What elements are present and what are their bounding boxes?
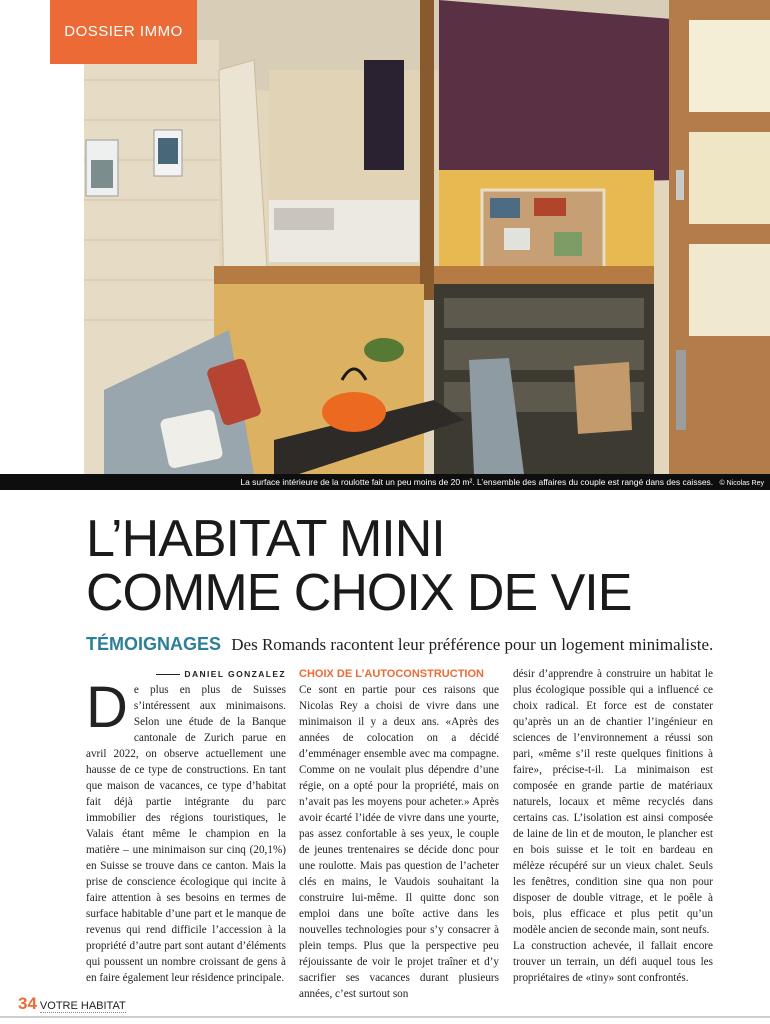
interior-photo: [84, 0, 770, 474]
section-tag: DOSSIER IMMO: [50, 0, 197, 64]
column-3: [513, 666, 713, 986]
standfirst: [86, 633, 746, 656]
section-title: CHOIX DE L’AUTOCONSTRUCTION: [299, 668, 484, 680]
standfirst-text: Des Romands racontent leur préférence pour un logement minimaliste.: [231, 635, 714, 654]
paragraph-body-2: Ce sont en partie pour ces raisons que Nicolas Rey a choisi de vivre dans une minimaison il y a deux ans. «Après des années de colocation on a décidé d’emménager ensemble avec ma compagne. Comme on ne voulait plus dépendre d’une régie, on a opté pour la propriété, mais on n’avait pas les moyens pour acheter.» Après avoir écarté l’idée de vivre dans une yourte, pas assez confortable à ses yeux, le couple de jeunes trentenaires se décide donc pour une roulotte. Mais pas question de l’acheter clés en mains, le Vaudois souhaitant la construire lui-même. Il quitte donc son emploi dans une boîte active dans les nouvelles technologies pour s’y consacrer à plein temps. Plus que la perspective peu réjouissante de voir le projet traîner et d’y sacrifier ses vacances durant plusieurs années, c’est surtout son: [299, 684, 499, 1000]
caption-text: La surface intérieure de la roulotte fait un peu moins de 20 m². L’ensemble des affaires du couple est rangé dans des caisses.: [240, 477, 714, 487]
tiny-house-interior-illustration: [84, 0, 770, 474]
paragraph-intro: [86, 675, 286, 986]
publication-name: VOTRE HABITAT: [39, 1000, 126, 1012]
byline-author: DANIEL GONZALEZ: [184, 669, 286, 679]
headline-line-2: COMME CHOIX DE VIE: [86, 564, 632, 622]
page-footer: [18, 994, 126, 1014]
photo-credit: © Nicolas Rey: [719, 480, 764, 487]
column-1: [86, 666, 286, 986]
paragraph-body-3b: La construction achevée, il fallait encore trouver un terrain, un défi auquel tous les propriétaires de «tiny» sont confrontés.: [513, 940, 713, 984]
paragraph-body-3a: désir d’apprendre à construire un habitat le plus écologique possible qui a influencé ce choix radical. Et force est de constater qu’après un an de chantier l’ingénieur en sciences de l’environnement a réussi son pari, «même s’il reste quelques finitions à faire», précise-t-il. La minimaison est composée en grande partie de matériaux naturels, locaux et même recyclés dans certains cas. L’isolation est ainsi composée de laine de lin et de mouton, le plancher est en bois suisse et le toit en bardeau en mélèze récupéré sur un vieux chalet. Seuls les fenêtres, condition sine qua non pour disposer de double vitrage, et le poêle à bois, plus efficace et plus petit qu’un modèle ancien de seconde main, sont neufs.: [513, 668, 713, 936]
headline-line-1: L’HABITAT MINI: [86, 510, 445, 568]
page-number: 34: [18, 994, 37, 1013]
byline-rule: [156, 674, 180, 675]
dropcap: D: [86, 675, 128, 740]
photo-caption: [0, 474, 770, 490]
article-headline: [86, 512, 746, 620]
kicker: TÉMOIGNAGES: [86, 634, 222, 654]
column-2: [299, 666, 499, 1002]
intro-text: e plus en plus de Suisses s’intéressent aux minimaisons. Selon une étude de la Banque cantonale de Zurich parue en avril 2022, on observe actuellement une hausse de ce type de constructions. En tant que maison de vacances, ce type d’habitat fait déjà partie intégrante du parc immobilier des régions touristiques, le Valais étant même le champion en la matière – une minimaison sur cinq (20,1%) en Suisse se trouve dans ce canton. Mais la prise de conscience écologique qui incite à faire attention à ses besoins en termes de surface habitable d’une part et le manque de revenus qui rend difficile l’accession à la propriété d’autre part sont autant d’éléments qui poussent un nombre croissant de gens à en faire également leur résidence principale.: [86, 684, 286, 984]
footer-divider: [0, 1016, 770, 1018]
